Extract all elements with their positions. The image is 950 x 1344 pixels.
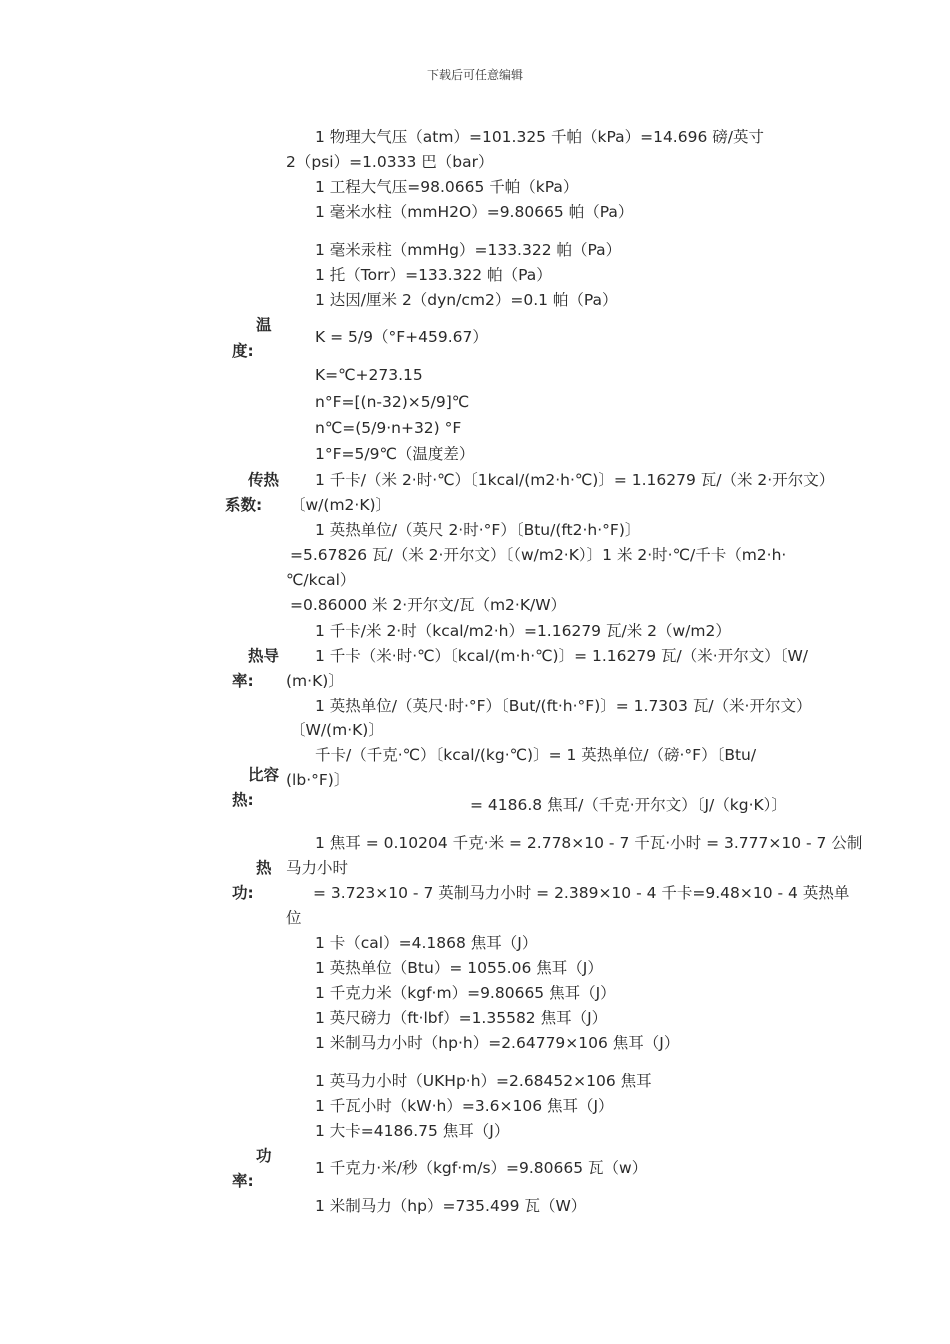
heat-work-line: 1 千克力米（kgf·m）=9.80665 焦耳（J） xyxy=(315,984,616,1002)
heat-work-line: 位 xyxy=(286,909,302,927)
heat-work-line: 1 焦耳 = 0.10204 千克·米 = 2.778×10 - 7 千瓦·小时 = 3.777×10 - 7 公制 xyxy=(315,834,863,852)
section-label-power: 功 xyxy=(256,1147,272,1165)
conductivity-line: 〔W/(m·K)〕 xyxy=(290,721,384,739)
page-header: 下载后可任意编辑 xyxy=(426,68,523,82)
power-line: 1 千克力·米/秒（kgf·m/s）=9.80665 瓦（w） xyxy=(315,1159,648,1177)
heat-work-line: 1 英热单位（Btu）= 1055.06 焦耳（J） xyxy=(315,959,603,977)
conductivity-line: 1 千卡（米·时·℃）〔kcal/(m·h·℃)〕= 1.16279 瓦/（米·开尔文）〔W/ xyxy=(315,647,808,665)
pressure-line: 1 毫米汞柱（mmHg）=133.322 帕（Pa） xyxy=(315,241,622,259)
section-label-heat-work: 热 xyxy=(256,859,272,877)
heat-work-line: 1 千瓦小时（kW·h）=3.6×106 焦耳（J） xyxy=(315,1097,614,1115)
heat-transfer-line: 〔w/(m2·K)〕 xyxy=(290,496,392,514)
section-label-conductivity: 热导 xyxy=(248,647,280,665)
section-label-specific-heat: 热: xyxy=(232,791,254,809)
section-label-temperature: 度: xyxy=(232,342,254,360)
section-label-temperature: 温 xyxy=(256,316,272,334)
pressure-line: 1 达因/厘米 2（dyn/cm2）=0.1 帕（Pa） xyxy=(315,291,618,309)
section-label-heat-transfer: 系数: xyxy=(225,496,263,514)
specific-heat-line: 千卡/（千克·℃）〔kcal/(kg·℃)〕= 1 英热单位/（磅·°F）〔Btu/ xyxy=(315,746,757,764)
pressure-line: 1 毫米水柱（mmH2O）=9.80665 帕（Pa） xyxy=(315,203,634,221)
pressure-line: 1 托（Torr）=133.322 帕（Pa） xyxy=(315,266,552,284)
conductivity-line: 1 英热单位/（英尺·时·°F）〔But/(ft·h·°F)〕= 1.7303 瓦/（米·开尔文） xyxy=(315,697,812,715)
heat-transfer-line: 1 千卡/（米 2·时·℃）〔1kcal/(m2·h·℃)〕= 1.16279 瓦/（米 2·开尔文） xyxy=(315,471,835,489)
heat-work-line: 1 大卡=4186.75 焦耳（J） xyxy=(315,1122,510,1140)
heat-work-line: 1 米制马力小时（hp·h）=2.64779×106 焦耳（J） xyxy=(315,1034,680,1052)
heat-work-line: 1 英马力小时（UKHp·h）=2.68452×106 焦耳 xyxy=(315,1072,652,1090)
section-label-heat-work: 功: xyxy=(232,884,254,902)
pressure-line: 1 工程大气压=98.0665 千帕（kPa） xyxy=(315,178,579,196)
heat-work-line: 马力小时 xyxy=(286,859,349,877)
heat-transfer-line: =0.86000 米 2·开尔文/瓦（m2·K/W） xyxy=(290,596,567,614)
pressure-line: 1 物理大气压（atm）=101.325 千帕（kPa）=14.696 磅/英寸 xyxy=(315,128,764,146)
section-label-conductivity: 率: xyxy=(232,672,254,690)
heat-transfer-line: ℃/kcal） xyxy=(286,571,356,589)
temperature-line: K=℃+273.15 xyxy=(315,366,423,384)
conductivity-line: (m·K)〕 xyxy=(286,672,344,690)
heat-transfer-line: 1 英热单位/（英尺 2·时·°F）〔Btu/(ft2·h·°F)〕 xyxy=(315,521,641,539)
specific-heat-line: = 4186.8 焦耳/（千克·开尔文）〔J/（kg·K）〕 xyxy=(470,796,787,814)
section-label-specific-heat: 比容 xyxy=(248,766,280,784)
temperature-line: n℃=(5/9·n+32) °F xyxy=(315,419,462,437)
heat-work-line: = 3.723×10 - 7 英制马力小时 = 2.389×10 - 4 千卡=9.48×10 - 4 英热单 xyxy=(313,884,850,902)
temperature-line: K = 5/9（°F+459.67） xyxy=(315,328,488,346)
pressure-line: 2（psi）=1.0333 巴（bar） xyxy=(286,153,494,171)
heat-transfer-line: =5.67826 瓦/（米 2·开尔文）〔（w/m2·K）〕1 米 2·时·℃/千卡（m2·h· xyxy=(290,546,787,564)
temperature-line: 1°F=5/9℃（温度差） xyxy=(315,445,475,463)
heat-work-line: 1 英尺磅力（ft·lbf）=1.35582 焦耳（J） xyxy=(315,1009,608,1027)
heat-transfer-line: 1 千卡/米 2·时（kcal/m2·h）=1.16279 瓦/米 2（w/m2） xyxy=(315,622,731,640)
heat-work-line: 1 卡（cal）=4.1868 焦耳（J） xyxy=(315,934,538,952)
section-label-power: 率: xyxy=(232,1172,254,1190)
power-line: 1 米制马力（hp）=735.499 瓦（W） xyxy=(315,1197,587,1215)
temperature-line: n°F=[(n-32)×5/9]℃ xyxy=(315,393,470,411)
section-label-heat-transfer: 传热 xyxy=(248,471,280,489)
specific-heat-line: (lb·°F)〕 xyxy=(286,771,350,789)
